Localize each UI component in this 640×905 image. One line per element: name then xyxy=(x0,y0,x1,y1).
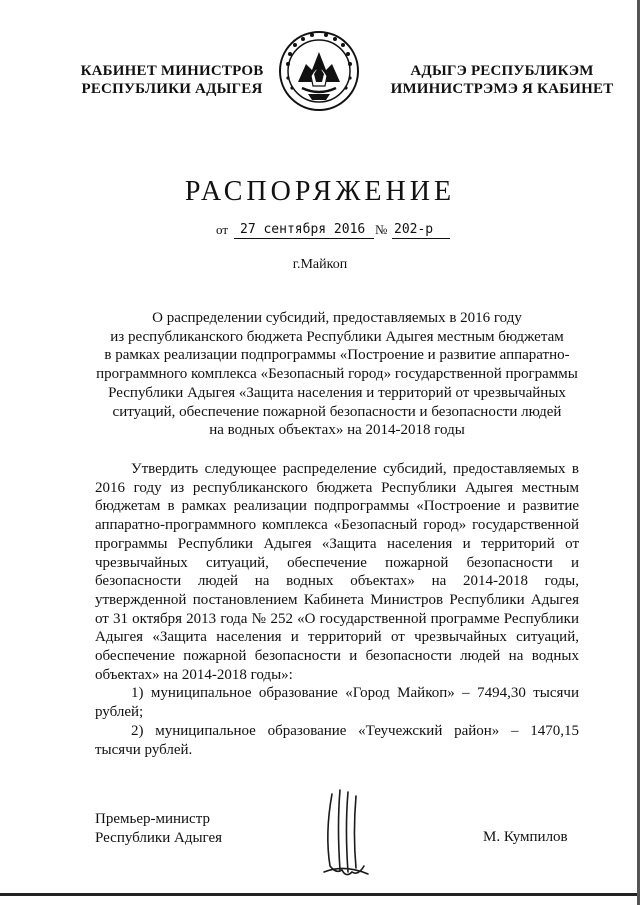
subject-line: ситуаций, обеспечение пожарной безопасности и безопасности людей xyxy=(112,403,562,420)
subject-line: на водных объектах» на 2014-2018 годы xyxy=(209,422,465,439)
document-date: 27 сентября 2016 xyxy=(240,222,366,237)
issuer-russian-line1: КАБИНЕТ МИНИСТРОВ xyxy=(80,63,264,79)
document-city: г.Майкоп xyxy=(292,257,348,272)
signatory-position-line1: Премьер-министр xyxy=(95,811,210,827)
scan-edge-bottom xyxy=(0,893,640,896)
subject-line: Республики Адыгея «Защита населения и территорий от чрезвычайных xyxy=(108,384,566,401)
allocation-item-maykop: 1) муниципальное образование «Город Майкоп» – 7494,30 тысячи рублей; xyxy=(95,685,579,721)
issuer-russian-line2: РЕСПУБЛИКИ АДЫГЕЯ xyxy=(81,81,263,97)
subject-line: в рамках реализации подпрограммы «Построение и развитие аппаратно- xyxy=(104,347,570,364)
signatory-position xyxy=(95,810,222,847)
subject-line: О распределении субсидий, предоставляемых в 2016 году xyxy=(152,310,522,326)
issuer-adyghe xyxy=(384,62,620,98)
subject-line: из республиканского бюджета Республики Адыгея местным бюджетам xyxy=(110,328,564,345)
number-underline xyxy=(392,238,450,239)
subject-line: программного комплекса «Безопасный город» государственной программы xyxy=(96,366,578,383)
number-prefix: № xyxy=(375,222,388,237)
document-subject xyxy=(95,309,579,440)
issuer-adyghe-line2: ИМИНИСТРЭМЭ Я КАБИНЕТ xyxy=(390,81,614,97)
handwritten-signature-icon xyxy=(318,786,370,878)
body-paragraph: Утвердить следующее распределение субсидий, предоставляемых в 2016 году из республиканского бюджета Республики Адыгея местным бюджетам в рамках реализации подпрограммы «Построение и развитие аппаратно-программного комплекса «Безопасный город» государственной программы Республики Адыгея «Защита населения и территорий от чрезвычайных ситуаций, обеспечение пожарной безопасности и безопасности людей на водных объектах» на 2014-2018 годы, утвержденной постановлением Кабинета Министров Республики Адыгея от 31 октября 2013 года № 252 «О государственной программе Республики Адыгея «Защита населения и территорий от чрезвычайных ситуаций, обеспечение пожарной безопасности и безопасности людей на водных объектах» на 2014-2018 годы»: xyxy=(95,461,579,683)
adygea-coat-of-arms-icon xyxy=(278,30,360,112)
date-prefix: от xyxy=(216,222,229,237)
allocation-item-teuchezh: 2) муниципальное образование «Теучежский район» – 1470,15 тысячи рублей. xyxy=(95,722,579,758)
signatory-position-line2: Республики Адыгея xyxy=(95,829,223,846)
signatory-name: М. Кумпилов xyxy=(483,829,568,845)
issuer-russian xyxy=(72,62,272,98)
date-underline xyxy=(234,238,374,239)
document-number: 202-р xyxy=(394,222,434,237)
issuer-adyghe-line1: АДЫГЭ РЕСПУБЛИКЭМ xyxy=(410,63,594,79)
document-title: РАСПОРЯЖЕНИЕ xyxy=(184,176,456,207)
document-body xyxy=(95,460,579,759)
date-number-line xyxy=(214,216,454,240)
